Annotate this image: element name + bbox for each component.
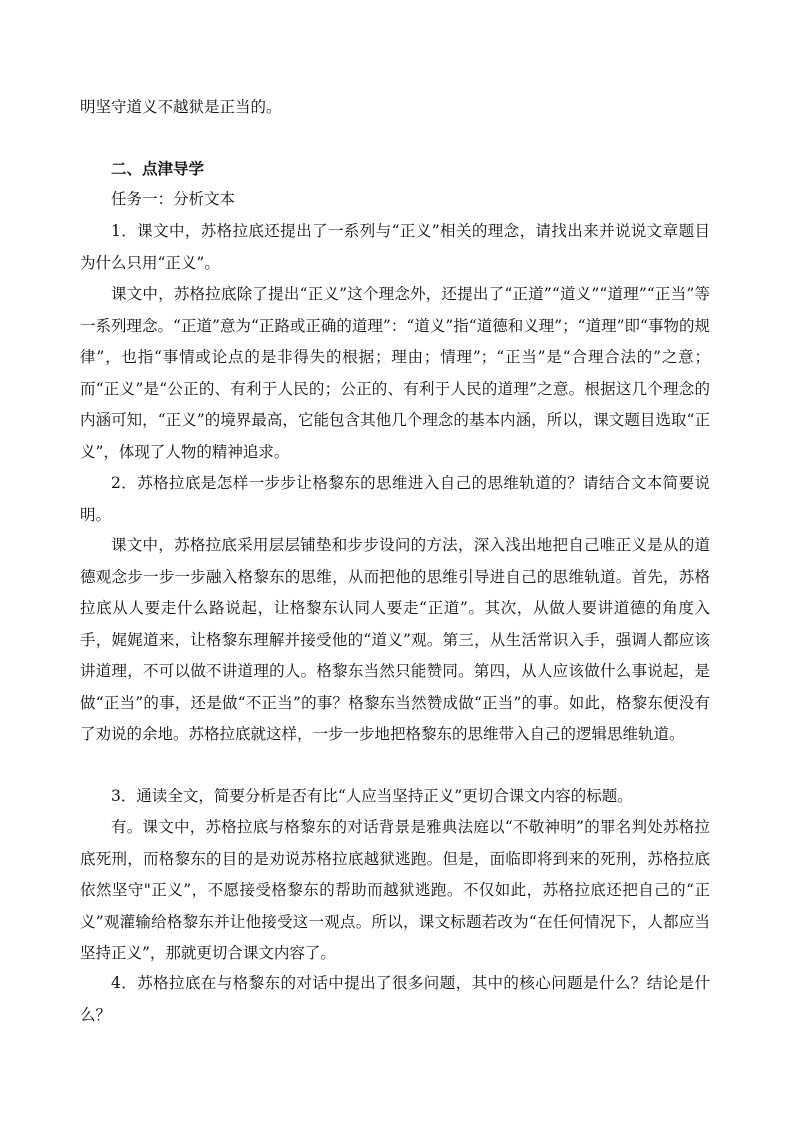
- section-heading: 二、点津导学: [111, 160, 205, 178]
- answer-1: 课文中，苏格拉底除了提出“正义”这个理念外，还提出了“正道”“道义”“道理”“正当”等一系列理念。“正道”意为“正路或正确的道理”：“道义”指“道德和义理”；“道理”即“事物的规律”，也指“事情或论点的是非得失的根据；理由；情理”；“正当”是“合理合法的”之意；而“正义”是“公正的、有利于人民的；公正的、有利于人民的道理”之意。根据这几个理念的内涵可知，“正义”的境界最高，它能包含其他几个理念的基本内涵，所以，课文题目选取“正义”，体现了人物的精神追求。: [80, 285, 710, 461]
- answer-2: 课文中，苏格拉底采用层层铺垫和步步设问的方法，深入浅出地把自己唯正义是从的道德观念步一步一步融入格黎东的思维，从而把他的思维引导进自己的思维轨道。首先，苏格拉底从人要走什么路说起，让格黎东认同人要走“正道”。其次，从做人要讲道德的角度入手，娓娓道来，让格黎东理解并接受他的“道义”观。第三，从生活常识入手，强调人都应该讲道理，不可以做不讲道理的人。格黎东当然只能赞同。第四，从人应该做什么事说起，是做“正当”的事，还是做“不正当”的事？格黎东当然赞成做“正当”的事。如此，格黎东便没有了劝说的余地。苏格拉底就这样，一步一步地把格黎东的思维带入自己的逻辑思维轨道。: [80, 536, 710, 743]
- question-3: 3．通读全文，简要分析是否有比“人应当坚持正义”更切合课文内容的标题。: [111, 787, 633, 805]
- continuation-line: 明坚守道义不越狱是正当的。: [80, 98, 282, 116]
- task-label: 任务一：分析文本: [111, 190, 236, 208]
- question-2: 2．苏格拉底是怎样一步步让格黎东的思维进入自己的思维轨道的？请结合文本简要说明。: [80, 474, 710, 524]
- question-1: 1．课文中，苏格拉底还提出了一系列与“正义”相关的理念，请找出来并说说文章题目为什么只用“正义”。: [80, 222, 710, 272]
- question-4: 4．苏格拉底在与格黎东的对话中提出了很多问题，其中的核心问题是什么？结论是什么？: [80, 974, 710, 1024]
- answer-3: 有。课文中，苏格拉底与格黎东的对话背景是雅典法庭以“不敬神明”的罪名判处苏格拉底死刑，而格黎东的目的是劝说苏格拉底越狱逃跑。但是，面临即将到来的死刑，苏格拉底依然坚守"正义”，不愿接受格黎东的帮助而越狱逃跑。不仅如此，苏格拉底还把自己的“正义”观灌输给格黎东并让他接受这一观点。所以，课文标题若改为“在任何情况下，人都应当坚持正义”，那就更切合课文内容了。: [80, 818, 710, 962]
